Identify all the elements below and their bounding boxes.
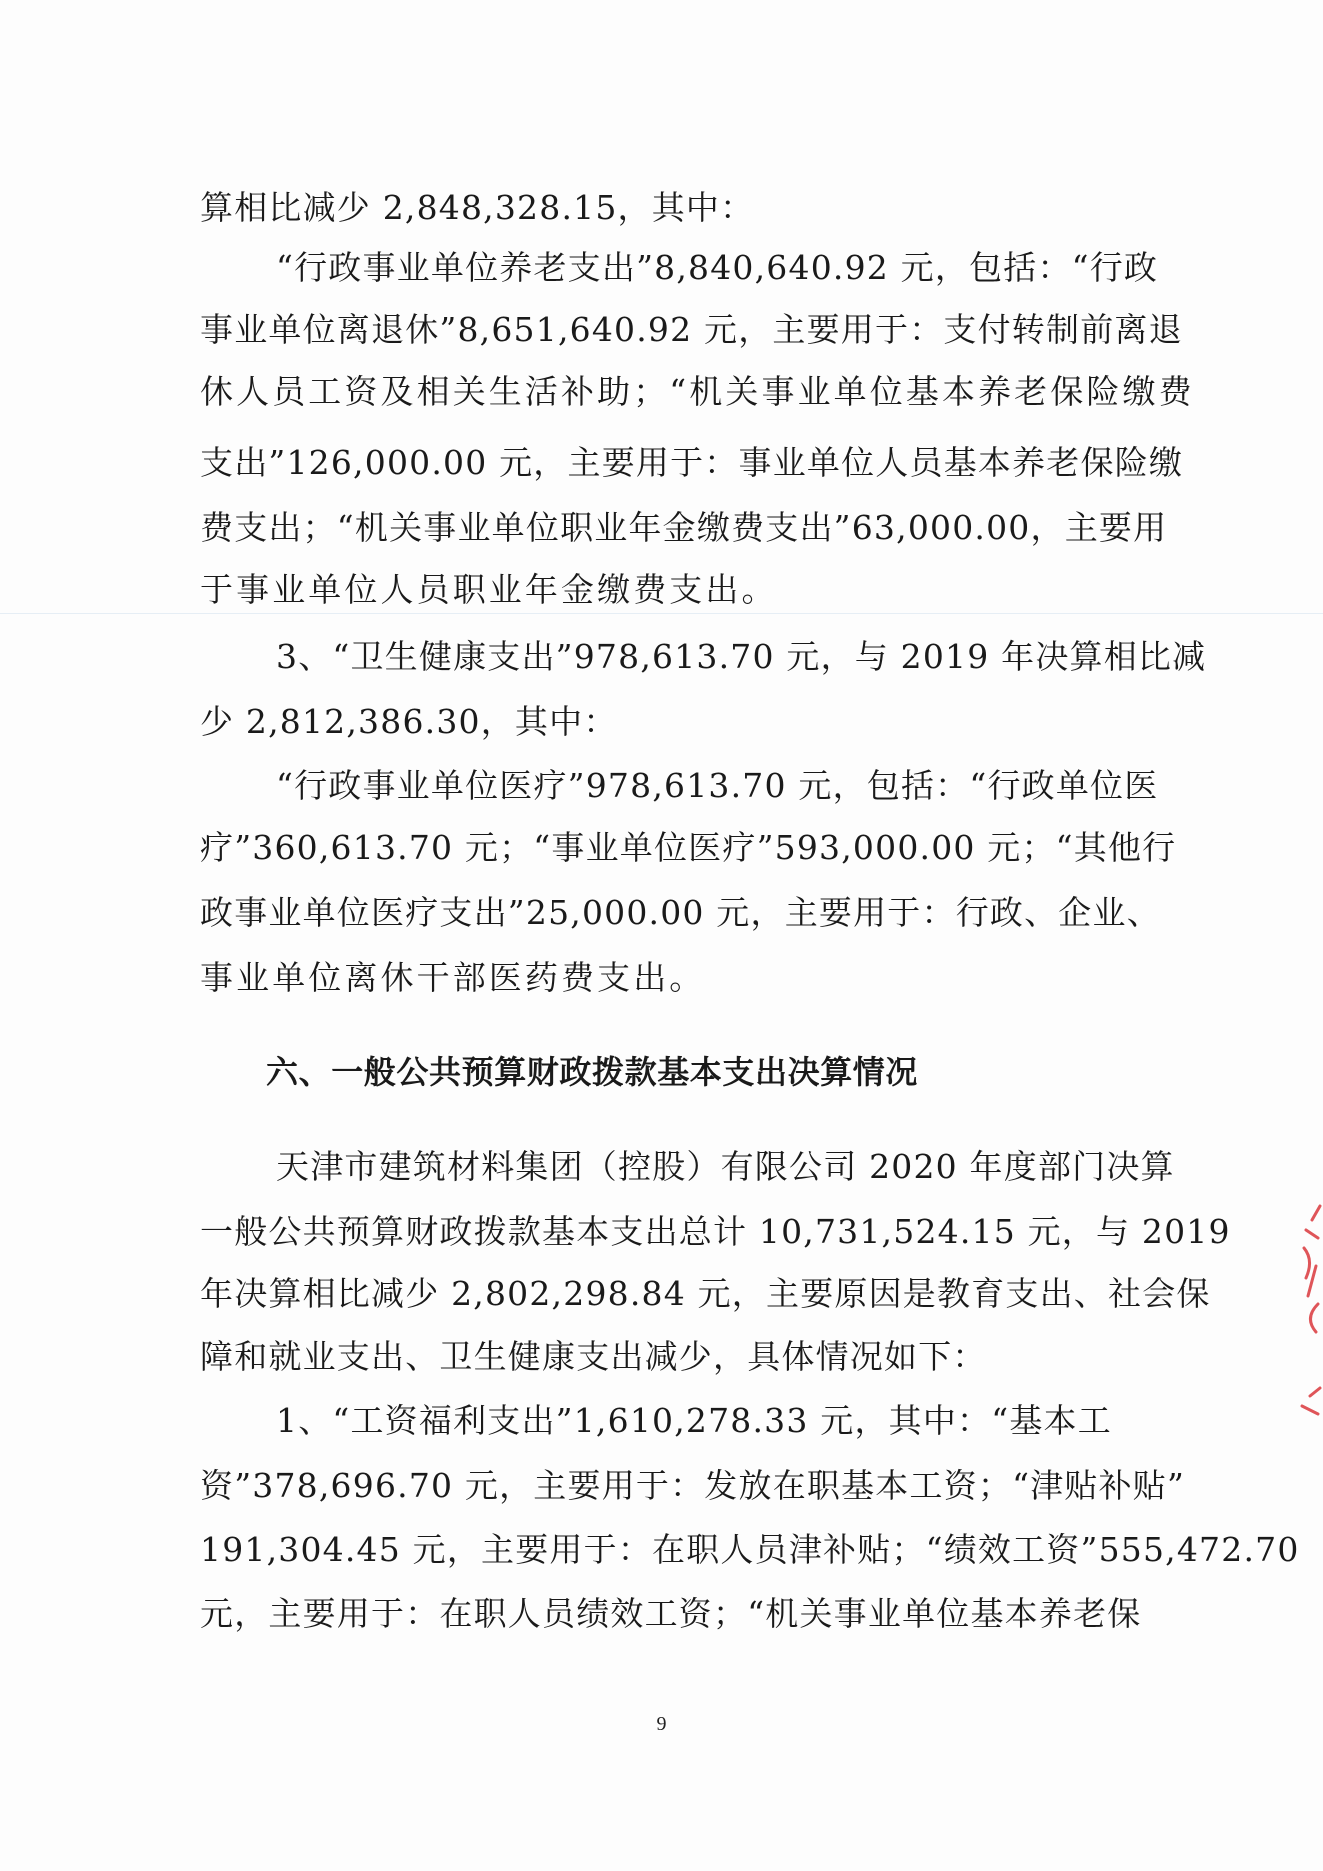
text-line-4: 休人员工资及相关生活补助；“机关事业单位基本养老保险缴费 <box>200 372 1195 411</box>
text-line-2: “行政事业单位养老支出”8,840,640.92 元，包括：“行政 <box>276 248 1159 287</box>
text-line-18: 1、“工资福利支出”1,610,278.33 元，其中：“基本工 <box>276 1401 1112 1440</box>
text-line-7: 于事业单位人员职业年金缴费支出。 <box>200 570 778 609</box>
text-line-5: 支出”126,000.00 元，主要用于：事业单位人员基本养老保险缴 <box>200 443 1184 482</box>
text-line-8: 3、“卫生健康支出”978,613.70 元，与 2019 年决算相比减 <box>276 637 1207 676</box>
text-line-20: 191,304.45 元，主要用于：在职人员津补贴；“绩效工资”555,472.70 <box>200 1530 1300 1569</box>
text-line-3: 事业单位离退休”8,651,640.92 元，主要用于：支付转制前离退 <box>200 310 1183 349</box>
text-line-21: 元，主要用于：在职人员绩效工资；“机关事业单位基本养老保 <box>200 1594 1142 1633</box>
section-heading: 六、一般公共预算财政拨款基本支出决算情况 <box>266 1053 919 1091</box>
text-line-12: 政事业单位医疗支出”25,000.00 元，主要用于：行政、企业、 <box>200 893 1161 932</box>
page-number: 9 <box>656 1713 667 1735</box>
text-line-6: 费支出；“机关事业单位职业年金缴费支出”63,000.00，主要用 <box>200 508 1168 547</box>
text-line-19: 资”378,696.70 元，主要用于：发放在职基本工资；“津贴补贴” <box>200 1466 1186 1505</box>
text-line-17: 障和就业支出、卫生健康支出减少，具体情况如下： <box>200 1337 987 1376</box>
text-line-16: 年决算相比减少 2,802,298.84 元，主要原因是教育支出、社会保 <box>200 1274 1211 1313</box>
text-line-1: 算相比减少 2,848,328.15，其中： <box>200 188 755 227</box>
text-line-10: “行政事业单位医疗”978,613.70 元，包括：“行政单位医 <box>276 766 1159 805</box>
text-line-15: 一般公共预算财政拨款基本支出总计 10,731,524.15 元，与 2019 <box>200 1212 1231 1251</box>
text-line-13: 事业单位离休干部医药费支出。 <box>200 958 706 997</box>
scan-divider <box>0 613 1323 614</box>
seal-stamp-fragment-icon <box>1298 1200 1323 1420</box>
text-line-9: 少 2,812,386.30，其中： <box>200 702 618 741</box>
text-line-11: 疗”360,613.70 元；“事业单位医疗”593,000.00 元；“其他行 <box>200 828 1177 867</box>
text-line-14: 天津市建筑材料集团（控股）有限公司 2020 年度部门决算 <box>276 1147 1175 1186</box>
